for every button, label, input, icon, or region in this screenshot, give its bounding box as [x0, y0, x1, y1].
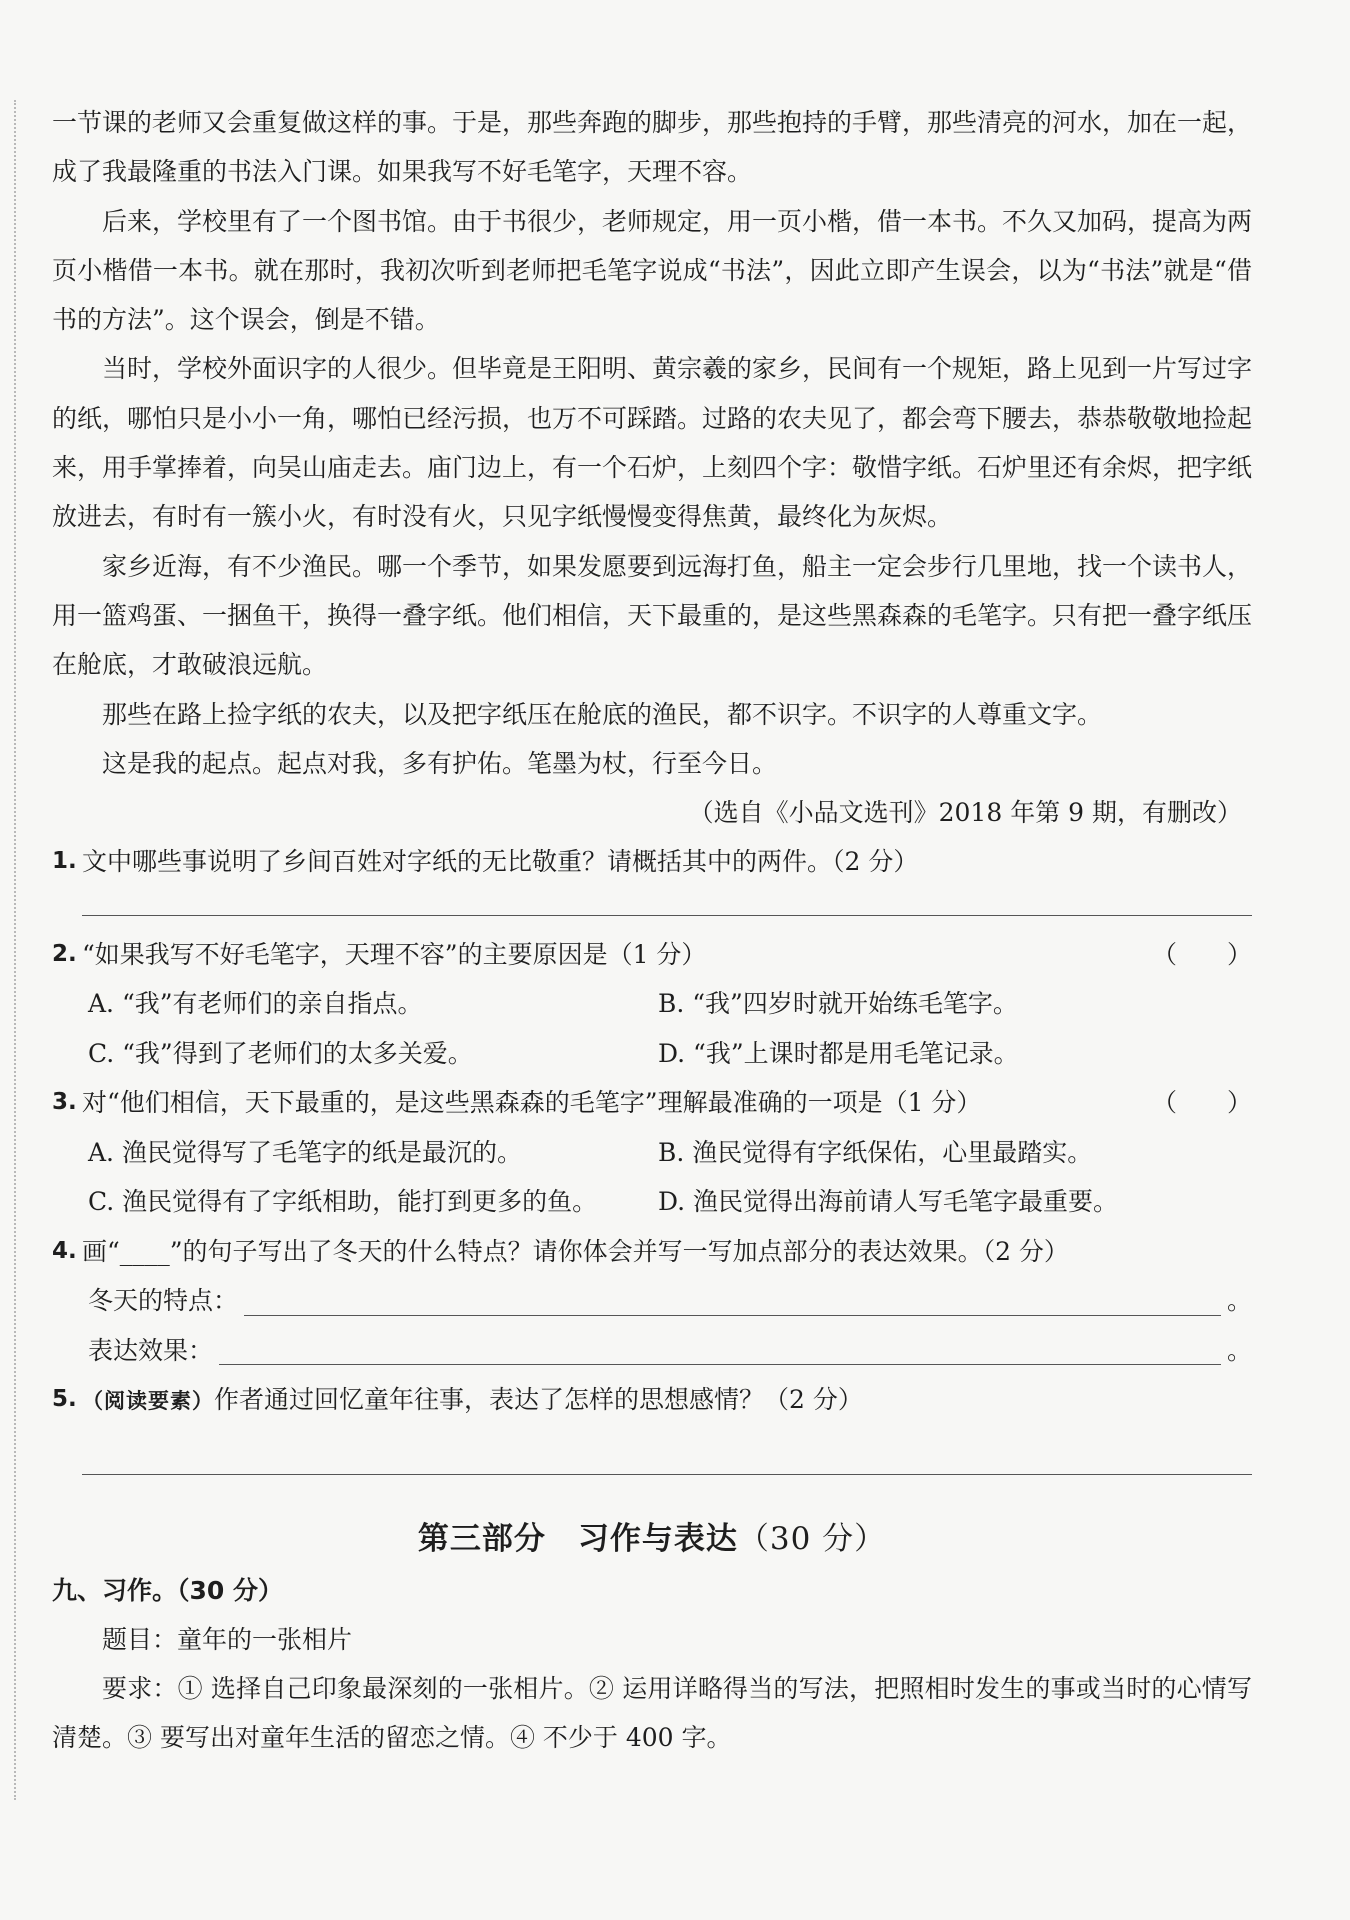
question-2-option-a[interactable]: A. “我”有老师们的亲自指点。 [88, 989, 423, 1019]
part-3-title-score: （30 分） [737, 1520, 887, 1557]
question-1-text: 文中哪些事说明了乡间百姓对字纸的无比敬重？请概括其中的两件。（2 分） [82, 847, 919, 877]
question-4-number: 4. [52, 1237, 77, 1264]
composition-heading-text: 九、习作。 [52, 1575, 178, 1605]
question-4-fill-feature-label: 冬天的特点： [88, 1286, 239, 1316]
question-1 [52, 837, 1252, 887]
question-4 [52, 1227, 1252, 1277]
passage-source: （选自《小品文选刊》2018 年第 9 期，有删改） [688, 798, 1242, 828]
question-4-text: 画“____”的句子写出了冬天的什么特点？请你体会并写一写加点部分的表达效果。（2 分） [82, 1236, 1069, 1266]
question-1-number: 1. [52, 848, 77, 875]
question-3-answer-paren[interactable]: （ ） [1151, 1088, 1252, 1118]
question-5-answer-line[interactable] [82, 1446, 1252, 1475]
question-3-option-b[interactable]: B. 渔民觉得有字纸保佑，心里最踏实。 [658, 1137, 1093, 1167]
question-2-answer-paren[interactable]: （ ） [1151, 939, 1252, 969]
question-2-option-c[interactable]: C. “我”得到了老师们的太多关爱。 [88, 1038, 473, 1068]
question-3-text: 对“他们相信，天下最重的，是这些黑森森的毛笔字”理解最准确的一项是（1 分） [82, 1088, 982, 1118]
question-5-text: 作者通过回忆童年往事，表达了怎样的思想感情？（2 分） [214, 1385, 863, 1415]
question-1-answer-line[interactable] [82, 887, 1252, 916]
question-3 [52, 1078, 1252, 1128]
question-3-number: 3. [52, 1089, 77, 1116]
question-4-fill-effect-label: 表达效果： [88, 1335, 214, 1365]
question-4-fill-effect [52, 1326, 1252, 1376]
question-4-fill-effect-end: 。 [1226, 1335, 1252, 1365]
passage-paragraph-1: 一节课的老师又会重复做这样的事。于是，那些奔跑的脚步，那些抱持的手臂，那些清亮的河水，加在一起，成了我最隆重的书法入门课。如果我写不好毛笔字，天理不容。 [52, 108, 1253, 187]
passage-paragraph-4: 家乡近海，有不少渔民。哪一个季节，如果发愿要到远海打鱼，船主一定会步行几里地，找一个读书人，用一篮鸡蛋、一捆鱼干，换得一叠字纸。他们相信，天下最重的，是这些黑森森的毛笔字。只有把一叠字纸压在舱底，才敢破浪远航。 [52, 551, 1253, 680]
question-3-option-c[interactable]: C. 渔民觉得有了字纸相助，能打到更多的鱼。 [88, 1187, 598, 1217]
part-3-title [52, 1513, 1252, 1558]
question-4-fill-feature-blank[interactable] [244, 1285, 1221, 1316]
composition-heading [52, 1566, 1252, 1615]
question-2 [52, 930, 1252, 980]
question-2-option-d[interactable]: D. “我”上课时都是用毛笔记录。 [658, 1038, 1019, 1068]
passage-paragraph-5: 那些在路上捡字纸的农夫，以及把字纸压在舱底的渔民，都不识字。不识字的人尊重文字。 [102, 699, 1103, 729]
passage-paragraph-2: 后来，学校里有了一个图书馆。由于书很少，老师规定，用一页小楷，借一本书。不久又加码，提高为两页小楷借一本书。就在那时，我初次听到老师把毛笔字说成“书法”，因此立即产生误会，以为“书法”就是“借书的方法”。这个误会，倒是不错。 [52, 206, 1253, 335]
question-5-tag: （阅读要素） [82, 1388, 214, 1414]
question-2-option-b[interactable]: B. “我”四岁时就开始练毛笔字。 [658, 989, 1018, 1019]
question-4-fill-feature [52, 1276, 1252, 1326]
binding-margin-rule [14, 100, 16, 1800]
composition-topic: 题目：童年的一张相片 [102, 1624, 353, 1654]
passage-paragraph-6: 这是我的起点。起点对我，多有护佑。笔墨为杖，行至今日。 [102, 748, 778, 778]
question-3-option-a[interactable]: A. 渔民觉得写了毛笔字的纸是最沉的。 [88, 1137, 522, 1167]
question-4-fill-feature-end: 。 [1226, 1286, 1252, 1316]
exam-page [52, 98, 1252, 1763]
question-2-text: “如果我写不好毛笔字，天理不容”的主要原因是（1 分） [82, 939, 707, 969]
question-2-number: 2. [52, 940, 77, 967]
question-3-option-d[interactable]: D. 渔民觉得出海前请人写毛笔字最重要。 [658, 1187, 1119, 1217]
passage-paragraph-3: 当时，学校外面识字的人很少。但毕竟是王阳明、黄宗羲的家乡，民间有一个规矩，路上见到一片写过字的纸，哪怕只是小小一角，哪怕已经污损，也万不可踩踏。过路的农夫见了，都会弯下腰去，恭恭敬敬地捡起来，用手掌捧着，向吴山庙走去。庙门边上，有一个石炉，上刻四个字：敬惜字纸。石炉里还有余烬，把字纸放进去，有时有一簇小火，有时没有火，只见字纸慢慢变得焦黄，最终化为灰烬。 [52, 354, 1253, 532]
part-3-title-text: 第三部分 习作与表达 [417, 1520, 738, 1557]
question-4-fill-effect-blank[interactable] [219, 1334, 1221, 1365]
composition-requirements: 要求：① 选择自己印象最深刻的一张相片。② 运用详略得当的写法，把照相时发生的事或当时的心情写清楚。③ 要写出对童年生活的留恋之情。④ 不少于 400 字。 [52, 1673, 1252, 1753]
composition-heading-score: （30 分） [177, 1575, 284, 1605]
question-5 [52, 1375, 1252, 1426]
question-2-options [52, 979, 1252, 1078]
question-5-number: 5. [52, 1386, 77, 1413]
question-3-options [52, 1128, 1252, 1227]
